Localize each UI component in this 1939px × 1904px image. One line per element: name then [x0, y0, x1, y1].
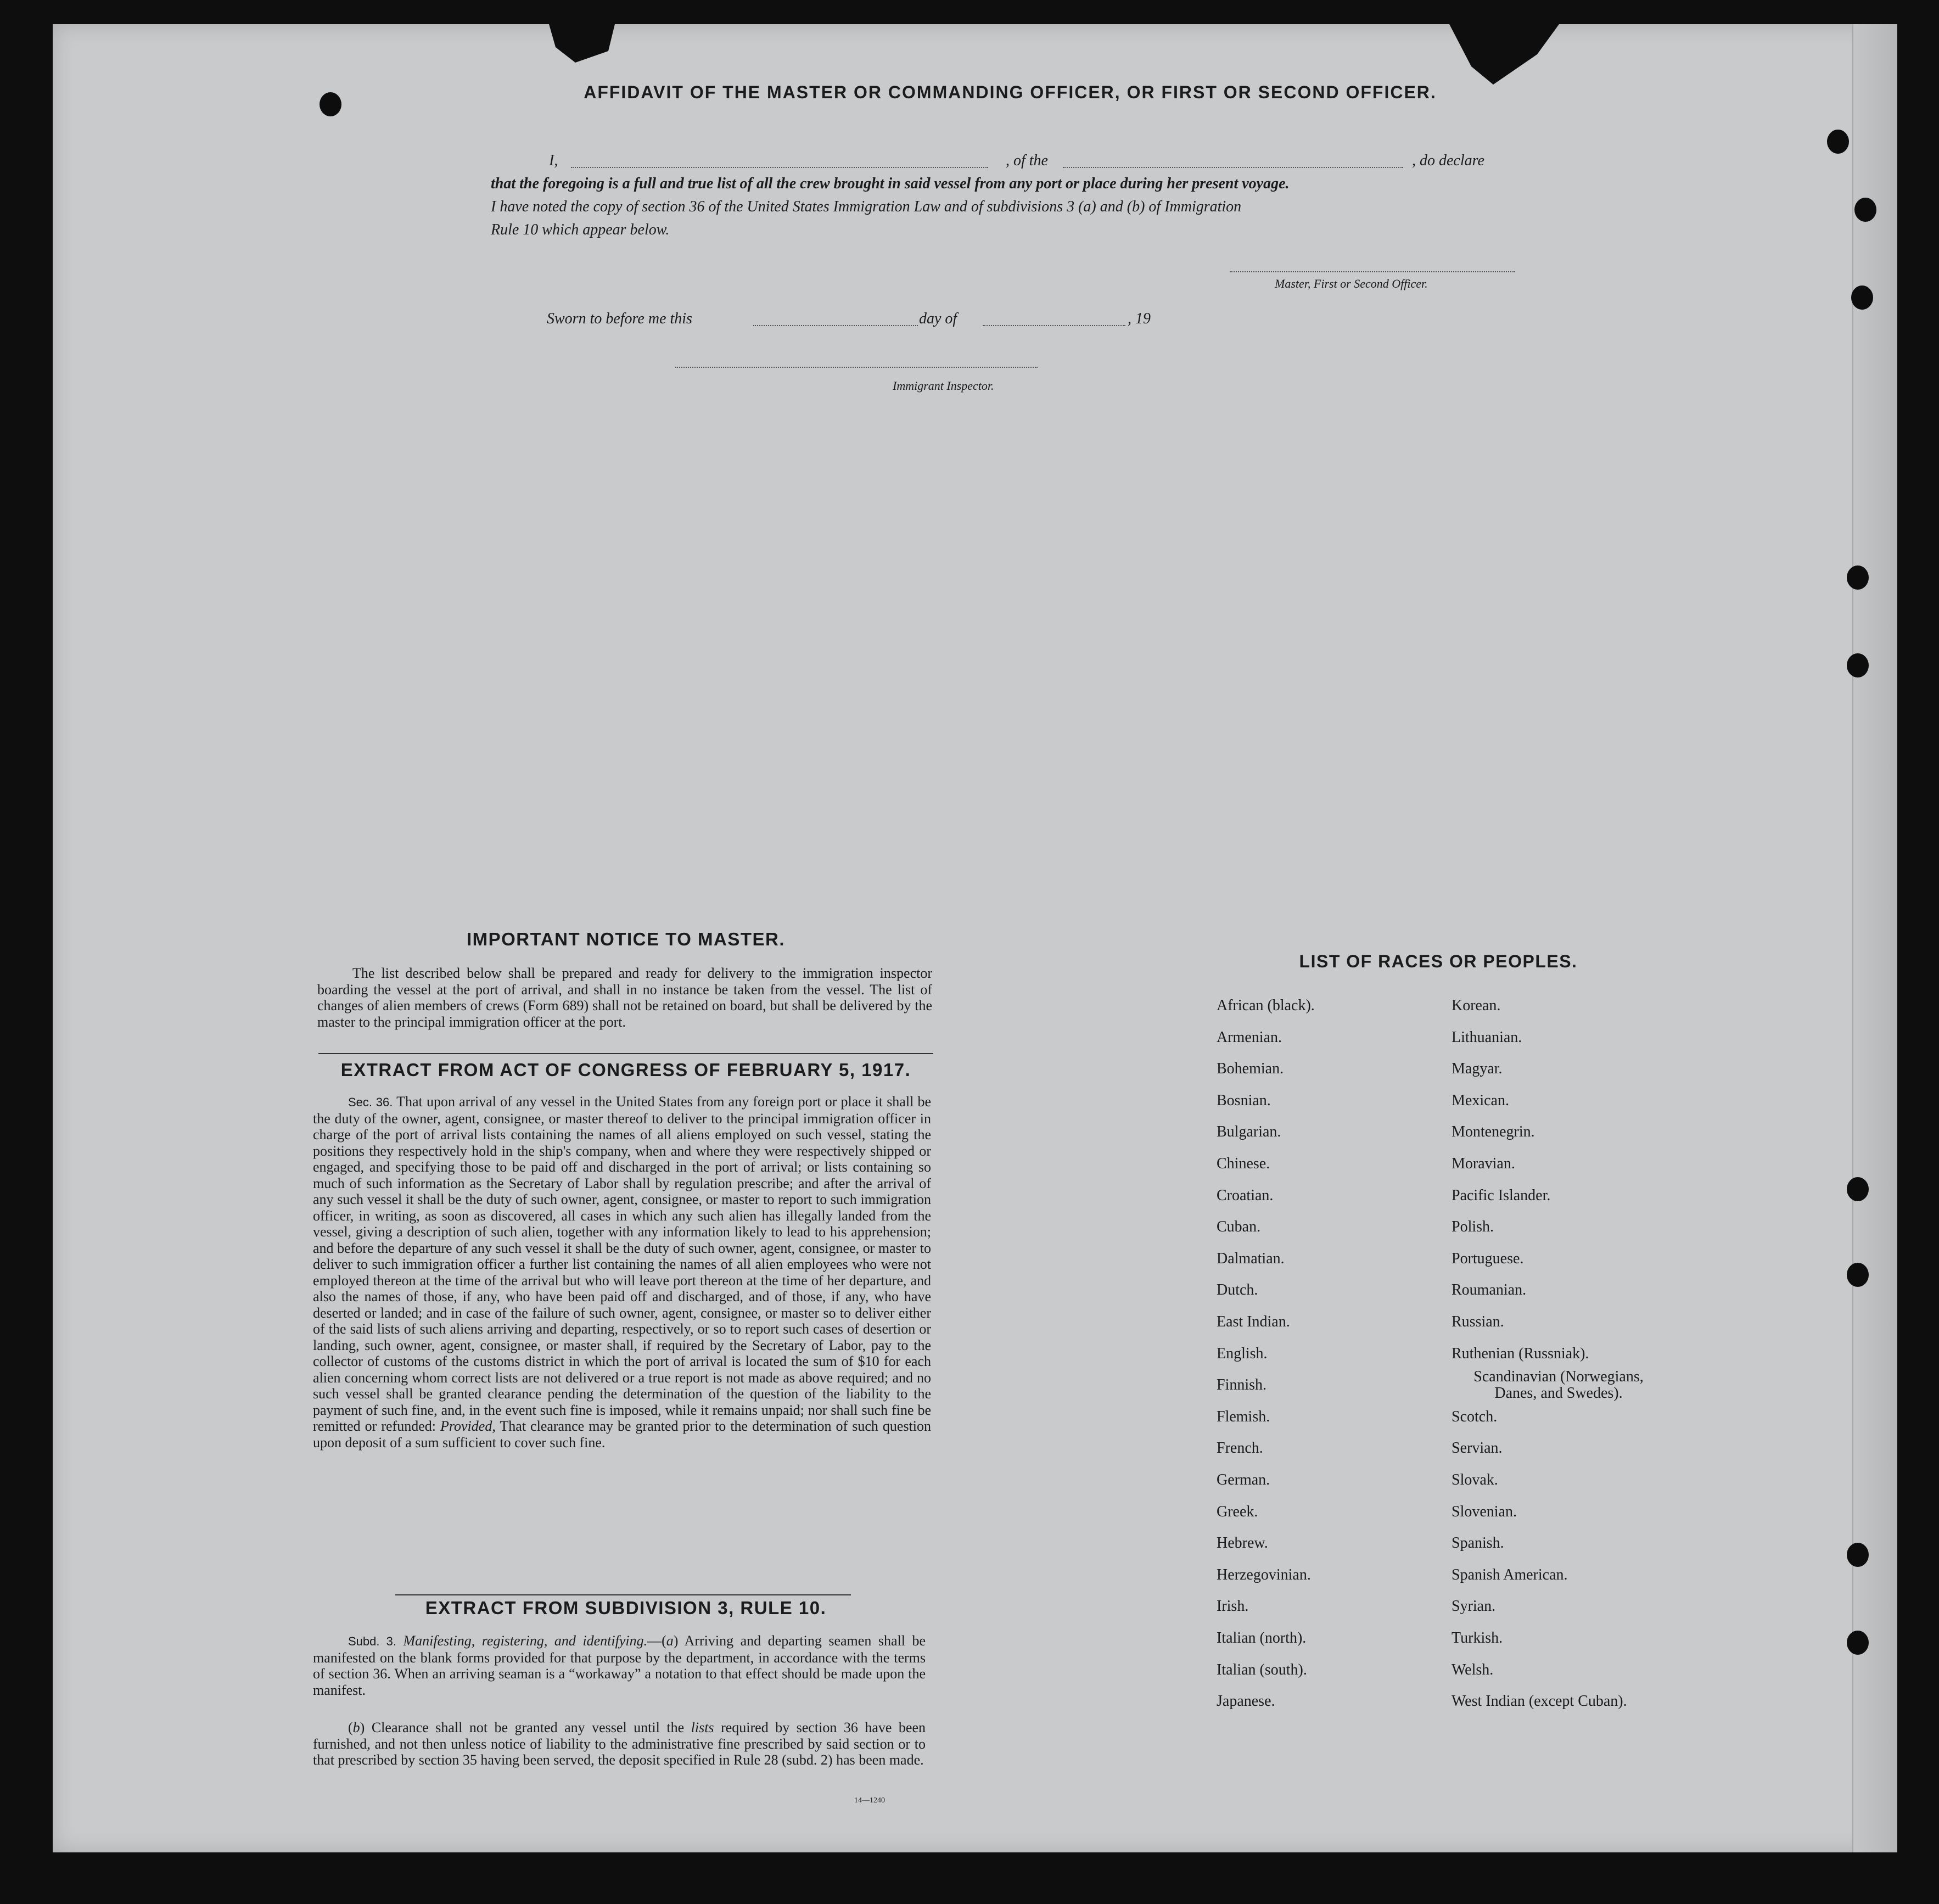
subd-title: Manifesting, registering, and identifying.	[403, 1633, 648, 1649]
affidavit-declare: , do declare	[1412, 152, 1484, 169]
race-item: Bohemian.	[1217, 1060, 1284, 1078]
subd-label: Subd. 3.	[348, 1634, 396, 1648]
race-item: Croatian.	[1217, 1186, 1274, 1204]
master-signature-field[interactable]	[1230, 271, 1515, 272]
para-b-lists: lists	[691, 1720, 714, 1735]
punch-hole	[1847, 1177, 1869, 1201]
punch-hole	[320, 92, 341, 116]
form-number: 14—1240	[854, 1796, 885, 1805]
race-item: Montenegrin.	[1452, 1123, 1535, 1141]
affidavit-line4: Rule 10 which appear below.	[491, 221, 670, 238]
punch-hole	[1827, 130, 1849, 154]
act-heading: EXTRACT FROM ACT OF CONGRESS OF FEBRUARY 5, 1917.	[340, 1060, 911, 1080]
race-item: Pacific Islander.	[1452, 1186, 1551, 1204]
act-body-end: That clearance may be granted prior to the determination of such question upon deposit of a sum sufficient to cover such fine.	[313, 1418, 931, 1451]
sworn-month-field[interactable]	[983, 325, 1125, 326]
affidavit-line2: that the foregoing is a full and true list of all the crew brought in said vessel from any port or place during her present voyage.	[491, 175, 1290, 192]
affidavit-of-the: , of the	[1006, 152, 1048, 169]
race-item: Italian (north).	[1217, 1629, 1307, 1647]
race-item: West Indian (except Cuban).	[1452, 1693, 1627, 1710]
rule-para-b: (b) Clearance shall not be granted any vessel until the lists required by section 36 have been furnished, and not then unless notice of liability to the administrative fine prescribed by said section or to that prescribed by section 35 having been served, the deposit specified in Rule 28 (subd. 2) has been made.	[313, 1720, 926, 1768]
race-item: Polish.	[1452, 1218, 1494, 1236]
race-item: Turkish.	[1452, 1629, 1503, 1647]
sworn-label: Sworn to before me this	[547, 310, 692, 327]
divider	[395, 1594, 851, 1595]
notice-heading: IMPORTANT NOTICE TO MASTER.	[466, 929, 786, 949]
inspector-caption: Immigrant Inspector.	[893, 379, 994, 393]
race-item: Scandinavian (Norwegians, Danes, and Swedes).	[1473, 1368, 1644, 1402]
race-item: Greek.	[1217, 1503, 1258, 1520]
race-item: Roumanian.	[1452, 1281, 1527, 1299]
race-item: German.	[1217, 1471, 1270, 1488]
punch-hole	[1847, 1263, 1869, 1287]
year-label: , 19	[1128, 310, 1151, 327]
race-item: Slovak.	[1452, 1471, 1498, 1488]
rule-para-a	[313, 1633, 926, 1698]
race-item: Dalmatian.	[1217, 1250, 1285, 1267]
race-item: Chinese.	[1217, 1155, 1270, 1172]
race-item: Cuban.	[1217, 1218, 1261, 1236]
race-item: Ruthenian (Russniak).	[1452, 1345, 1589, 1362]
para-a-letter: a	[666, 1633, 674, 1649]
affidavit-line3: I have noted the copy of section 36 of the United States Immigration Law and of subdivisions 3 (a) and (b) of Immigration	[491, 198, 1242, 215]
race-item: Italian (south).	[1217, 1661, 1307, 1678]
race-item: Irish.	[1217, 1598, 1249, 1615]
race-item: Flemish.	[1217, 1408, 1270, 1425]
race-item: Spanish.	[1452, 1535, 1504, 1552]
inspector-signature-field[interactable]	[675, 367, 1038, 368]
rule-heading: EXTRACT FROM SUBDIVISION 3, RULE 10.	[425, 1598, 827, 1618]
sworn-date-field[interactable]	[753, 325, 918, 326]
race-item: Dutch.	[1217, 1281, 1258, 1299]
para-a-text: ) Arriving and departing seamen shall be manifested on the blank forms provided for that purpose by the department, in accordance with the terms of section 36. When an arriving seaman is a “workaway” a notation to that effect should be made upon the manifest.	[313, 1633, 926, 1698]
act-section-36-text	[313, 1094, 931, 1451]
day-of-label: day of	[919, 310, 957, 327]
race-item: Spanish American.	[1452, 1566, 1568, 1583]
race-item: Magyar.	[1452, 1060, 1503, 1078]
name-field[interactable]	[571, 167, 988, 168]
para-b-text-end: required by section 36 have been furnished, and not then unless notice of liability to the administrative fine prescribed by said section or to that prescribed by section 35 having been served, the deposit specified in Rule 28 (subd. 2) has been made.	[313, 1720, 926, 1768]
punch-hole	[1854, 198, 1876, 222]
race-item: Moravian.	[1452, 1155, 1515, 1172]
punch-hole	[1847, 1631, 1869, 1655]
master-caption: Master, First or Second Officer.	[1275, 277, 1428, 290]
race-item: Mexican.	[1452, 1091, 1509, 1109]
para-b-text: ) Clearance shall not be granted any vessel until the	[360, 1720, 685, 1735]
race-item: Servian.	[1452, 1440, 1503, 1457]
race-item: Scotch.	[1452, 1408, 1498, 1425]
race-item: Portuguese.	[1452, 1250, 1524, 1267]
race-item: Welsh.	[1452, 1661, 1494, 1678]
notice-text: The list described below shall be prepared and ready for delivery to the immigration inspector boarding the vessel at the port of arrival, and shall in no instance be taken from the vessel. The list of changes of alien members of crews (Form 689) shall not be retained on board, but shall be delivered by the master to the principal immigration officer at the port.	[317, 965, 932, 1030]
race-item: Bulgarian.	[1217, 1123, 1281, 1141]
punch-hole	[1847, 1543, 1869, 1567]
para-a-prefix: —(	[647, 1633, 666, 1649]
race-item: Russian.	[1452, 1313, 1504, 1330]
punch-hole	[1847, 565, 1869, 590]
divider	[318, 1053, 933, 1054]
race-item: French.	[1217, 1440, 1263, 1457]
race-item: Korean.	[1452, 997, 1501, 1014]
race-item: English.	[1217, 1345, 1268, 1362]
race-item: Hebrew.	[1217, 1535, 1268, 1552]
race-item: Armenian.	[1217, 1028, 1282, 1046]
sec-label: Sec. 36.	[348, 1095, 393, 1109]
provided-word: Provided,	[440, 1418, 496, 1434]
punch-hole	[1851, 285, 1873, 310]
race-item: Japanese.	[1217, 1693, 1275, 1710]
race-item: Herzegovinian.	[1217, 1566, 1311, 1583]
race-item: African (black).	[1217, 997, 1315, 1014]
para-b-letter: b	[352, 1720, 360, 1735]
races-heading: LIST OF RACES OR PEOPLES.	[1299, 951, 1578, 971]
race-item: Lithuanian.	[1452, 1028, 1522, 1046]
race-item: Bosnian.	[1217, 1091, 1271, 1109]
affidavit-title: AFFIDAVIT OF THE MASTER OR COMMANDING OFFICER, OR FIRST OR SECOND OFFICER.	[584, 82, 1437, 102]
race-item: Finnish.	[1217, 1376, 1267, 1394]
race-item: Slovenian.	[1452, 1503, 1517, 1520]
act-body: That upon arrival of any vessel in the United States from any foreign port or place it shall be the duty of the owner, agent, consignee, or master thereof to deliver to the principal immigration officer in charge of the port of arrival lists containing the names of all aliens employed on such vessel, stating the positions they respectively hold in the ship's company, when and where they were respectively shipped or engaged, and specifying those to be paid off and discharged in the port of arrival; or lists containing so much of such information as the Secretary of Labor shall by regulation prescribe; and after the arrival of any such vessel it shall be the duty of such owner, agent, consignee, or master to report to such immigration officer, in writing, as soon as discovered, all cases in which any such alien has illegally landed from the vessel, giving a description of such alien, together with any information likely to lead to his apprehension; and before the departure of any such vessel it shall be the duty of such owner, agent, consignee, or master to deliver to such immigration officer a further list containing the names of all alien employees who were not employed thereon at the time of the arrival but who will leave port thereon at the time of her departure, and also the names of those, if any, who have been paid off and discharged, and of those, if any, who have deserted or landed; and in case of the failure of such owner, agent, consignee, or master so to deliver either of the said lists of such aliens arriving and departing, respectively, or so to report such cases of desertion or landing, such owner, agent, consignee, or master shall, if required by the Secretary of Labor, pay to the collector of customs of the customs district in which the port of arrival is located the sum of $10 for each alien concerning whom correct lists are not delivered or a true report is not made as above required; and no such vessel shall be granted clearance pending the determination of the question of the liability to the payment of such fine, and, in the event such fine is imposed, while it remains unpaid; nor shall such fine be remitted or refunded:	[313, 1094, 932, 1434]
race-item: East Indian.	[1217, 1313, 1290, 1330]
vessel-field[interactable]	[1063, 167, 1403, 168]
affidavit-i: I,	[549, 152, 558, 169]
punch-hole	[1847, 653, 1869, 677]
race-item: Syrian.	[1452, 1598, 1496, 1615]
